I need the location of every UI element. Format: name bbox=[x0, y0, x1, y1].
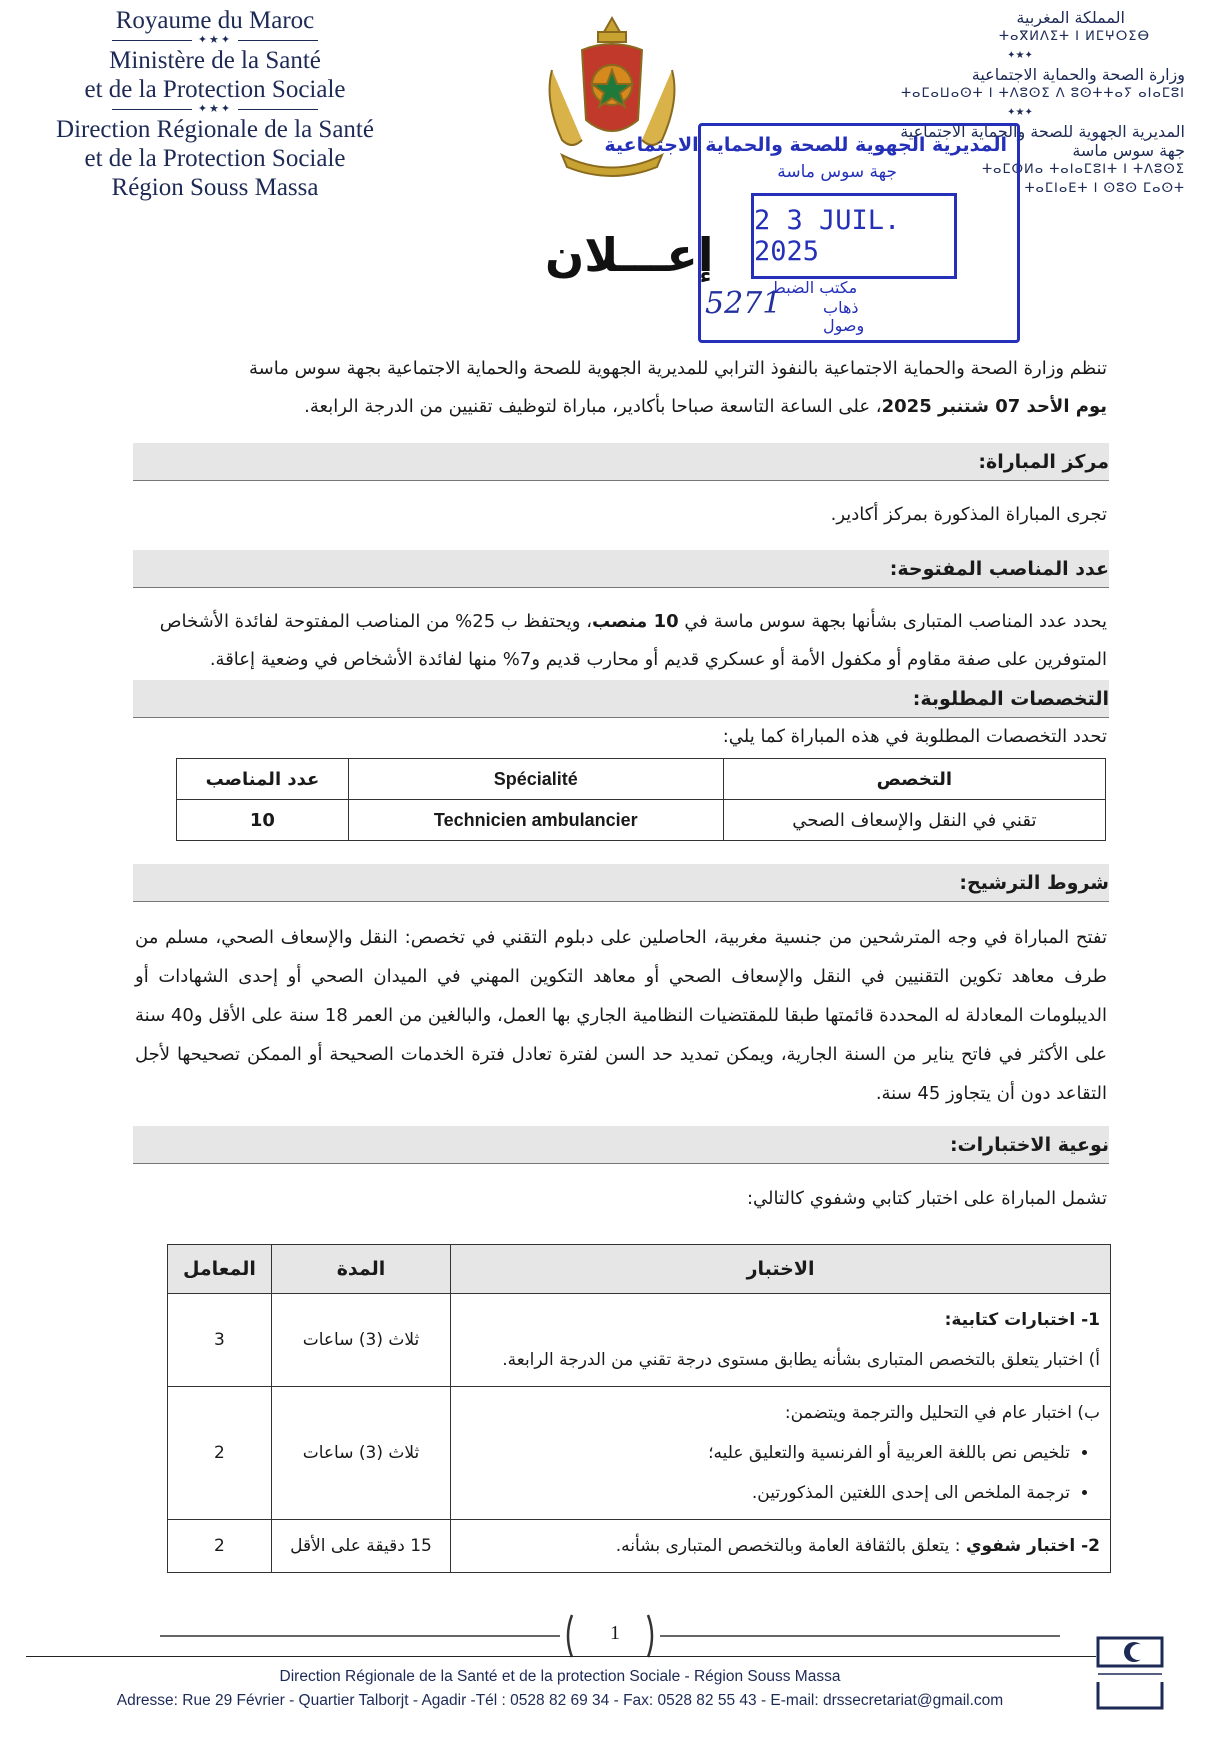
header-ar-ministry: وزارة الصحة والحماية الاجتماعية bbox=[971, 65, 1185, 84]
ministry-logo-icon bbox=[1090, 1632, 1170, 1714]
table-cell: 3 bbox=[168, 1294, 272, 1387]
exam-oral-title: 2- اختبار شفوي bbox=[965, 1536, 1100, 1556]
header-fr-ministry-2: et de la Protection Sociale bbox=[84, 76, 346, 103]
stamp-incoming: وصول bbox=[823, 316, 865, 335]
header-ar-direction-tifinagh: ⵜⴰⵎⵀⵍⴰ ⵜⴰⵏⴰⵎⵓⵏⵜ ⵏ ⵜⴷⵓⵙⵉ bbox=[982, 162, 1185, 177]
table-row bbox=[168, 1520, 1111, 1573]
intro-paragraph bbox=[135, 350, 1107, 426]
section-title: نوعية الاختبارات: bbox=[949, 1134, 1109, 1156]
posts-line-2: المتوفرين على صفة مقاوم أو مكفول الأمة أو عسكري قديم أو محارب قديم و7% منها لفائدة الأشخاص في وضعية إعاقة. bbox=[209, 649, 1107, 670]
ornament-divider: ✦★✦ bbox=[30, 35, 400, 46]
footer-address: Adresse: Rue 29 Février - Quartier Talborjt - Agadir -Tél : 0528 82 69 34 - Fax: 0528 82 55 43 - E-mail: drssecretariat@gmail.com bbox=[116, 1692, 1004, 1709]
posts-count: 10 منصب bbox=[592, 611, 679, 632]
section-title: التخصصات المطلوبة: bbox=[912, 688, 1109, 710]
stamp-date: 2 3 JUIL. 2025 bbox=[751, 193, 957, 279]
posts-line-1 bbox=[135, 603, 1107, 641]
table-cell: تقني في النقل والإسعاف الصحي bbox=[723, 800, 1105, 841]
section-heading-center bbox=[133, 443, 1109, 481]
header-ar-kingdom: المملكة المغربية bbox=[1016, 8, 1125, 27]
table-header-row bbox=[177, 759, 1106, 800]
exam-oral-text: : يتعلق بالثقافة العامة وبالتخصص المتبارى بشأنه. bbox=[615, 1536, 961, 1556]
footer-direction: Direction Régionale de la Santé et de la protection Sociale - Région Souss Massa bbox=[279, 1668, 841, 1685]
table-cell: ثلاث (3) ساعات bbox=[271, 1387, 450, 1520]
header-french bbox=[30, 6, 400, 202]
header-ar-region: جهة سوس ماسة bbox=[1072, 141, 1185, 160]
table-header: التخصص bbox=[723, 759, 1105, 800]
table-header: عدد المناصب bbox=[177, 759, 349, 800]
intro-date: يوم الأحد 07 شتنبر 2025 bbox=[881, 396, 1107, 417]
exam-written-a: أ) اختبار يتعلق بالتخصص المتبارى بشأنه يطابق مستوى درجة تقني من الدرجة الرابعة. bbox=[502, 1350, 1100, 1370]
header-ar-direction: المديرية الجهوية للصحة والحماية الاجتماعية bbox=[900, 122, 1185, 141]
ornament-divider: ✦★✦ bbox=[30, 104, 400, 115]
table-header: Spécialité bbox=[348, 759, 723, 800]
section-heading-specialties bbox=[133, 680, 1109, 718]
table-cell: ثلاث (3) ساعات bbox=[271, 1294, 450, 1387]
table-header: المعامل bbox=[168, 1245, 272, 1294]
header-ar-ministry-tifinagh: ⵜⴰⵎⴰⵡⴰⵙⵜ ⵏ ⵜⴷⵓⵙⵉ ⴷ ⵓⵙⵜⵜⴰⵢ ⴰⵏⴰⵎⵓⵏ bbox=[901, 86, 1185, 101]
table-cell bbox=[451, 1520, 1111, 1573]
ornament-divider: ✦★✦ bbox=[1007, 107, 1033, 118]
list-item: • تلخيص نص باللغة العربية أو الفرنسية والتعليق عليه؛ bbox=[461, 1433, 1070, 1473]
conditions-text: تفتح المباراة في وجه المترشحين من جنسية مغربية، الحاصلين على دبلوم التقني في تخصص: النقل والإسعاف الصحي، مسلم من طرف معاهد تكوين التقنيين في النقل والإسعاف الصحي أو معاهد التكوين المهني في الميدان الصحي أو إحدى الشهادات أو الديبلومات المعادلة له المحددة قائمتها طبقا للمقتضيات النظامية الجاري بها العمل، والبالغين من العمر 18 سنة على الأقل و40 سنة على الأكثر في فاتح يناير من السنة الجارية، ويمكن تمديد حد السن لفترة تعادل فترة الخدمات الصحيحة أو الممكن تصحيحها لأجل التقاعد دون أن يتجاوز 45 سنة. bbox=[135, 927, 1108, 1104]
header-fr-direction: Direction Régionale de la Santé bbox=[56, 116, 374, 143]
table-header-row bbox=[168, 1245, 1111, 1294]
table-row bbox=[168, 1294, 1111, 1387]
intro-line-2 bbox=[135, 388, 1107, 426]
footer-divider bbox=[26, 1656, 1096, 1657]
table-row bbox=[177, 800, 1106, 841]
section-heading-posts bbox=[133, 550, 1109, 588]
posts-text-b: ، ويحتفظ ب 25% من المناصب المفتوحة لفائدة الأشخاص bbox=[159, 611, 593, 632]
header-fr-direction-2: et de la Protection Sociale bbox=[84, 145, 346, 172]
table-row bbox=[168, 1387, 1111, 1520]
page-number: 1 bbox=[610, 1622, 620, 1644]
section-heading-conditions bbox=[133, 864, 1109, 902]
ornament-divider: ✦★✦ bbox=[1007, 50, 1033, 61]
table-cell: 2 bbox=[168, 1387, 272, 1520]
header-ar-kingdom-tifinagh: ⵜⴰⴳⵍⴷⵉⵜ ⵏ ⵍⵎⵖⵔⵉⴱ bbox=[998, 29, 1150, 44]
table-cell: 15 دقيقة على الأقل bbox=[271, 1520, 450, 1573]
exams-text: تشمل المباراة على اختبار كتابي وشفوي كالتالي: bbox=[746, 1188, 1107, 1209]
header-fr-region: Région Souss Massa bbox=[111, 174, 319, 201]
table-cell: 10 bbox=[177, 800, 349, 841]
table-cell bbox=[451, 1294, 1111, 1387]
header-fr-ministry: Ministère de la Santé bbox=[109, 47, 321, 74]
section-title: شروط الترشيح: bbox=[959, 872, 1109, 894]
specialties-table bbox=[176, 758, 1106, 841]
section-title: مركز المباراة: bbox=[978, 451, 1109, 473]
specialties-text: تحدد التخصصات المطلوبة في هذه المباراة كما يلي: bbox=[722, 726, 1107, 747]
table-header: المدة bbox=[271, 1245, 450, 1294]
stamp-outgoing: ذهاب bbox=[823, 298, 859, 317]
stamp-region: جهة سوس ماسة bbox=[777, 162, 897, 182]
section-title: عدد المناصب المفتوحة: bbox=[889, 558, 1109, 580]
table-cell: Technicien ambulancier bbox=[348, 800, 723, 841]
exam-written-b: ب) اختبار عام في التحليل والترجمة ويتضمن: bbox=[784, 1403, 1100, 1423]
page-title: إعـــلان bbox=[545, 228, 714, 282]
intro-line-2-rest: ، على الساعة التاسعة صباحا بأكادير، مباراة لتوظيف تقنيين من الدرجة الرابعة. bbox=[304, 396, 882, 417]
posts-paragraph bbox=[135, 603, 1107, 679]
exam-written-title: 1- اختبارات كتابية: bbox=[944, 1310, 1100, 1330]
header-ar-region-tifinagh: ⵜⴰⵎⵏⴰⴹⵜ ⵏ ⵙⵓⵙ ⵎⴰⵙⵜ bbox=[1024, 181, 1185, 196]
exam-written-b-list bbox=[461, 1433, 1100, 1513]
table-cell bbox=[451, 1387, 1111, 1520]
posts-text-a: يحدد عدد المناصب المتبارى بشأنها بجهة سوس ماسة في bbox=[684, 611, 1107, 632]
coat-of-arms-icon bbox=[532, 10, 692, 185]
table-cell: 2 bbox=[168, 1520, 272, 1573]
stamp-direction: المديرية الجهوية للصحة والحماية الاجتماعية bbox=[604, 134, 1007, 156]
table-header: الاختبار bbox=[451, 1245, 1111, 1294]
exams-table bbox=[167, 1244, 1111, 1573]
stamp-handwritten-number: 5271 bbox=[705, 286, 782, 321]
stamp-office: مكتب الضبط bbox=[771, 278, 858, 297]
intro-line-1: تنظم وزارة الصحة والحماية الاجتماعية بالنفوذ الترابي للمديرية الجهوية للصحة والحماية الاجتماعية بجهة سوس ماسة bbox=[249, 358, 1107, 379]
list-item: • ترجمة الملخص الى إحدى اللغتين المذكورتين. bbox=[461, 1473, 1070, 1513]
section-heading-exams bbox=[133, 1126, 1109, 1164]
header-fr-kingdom: Royaume du Maroc bbox=[115, 7, 315, 34]
center-text: تجرى المباراة المذكورة بمركز أكادير. bbox=[830, 504, 1107, 525]
